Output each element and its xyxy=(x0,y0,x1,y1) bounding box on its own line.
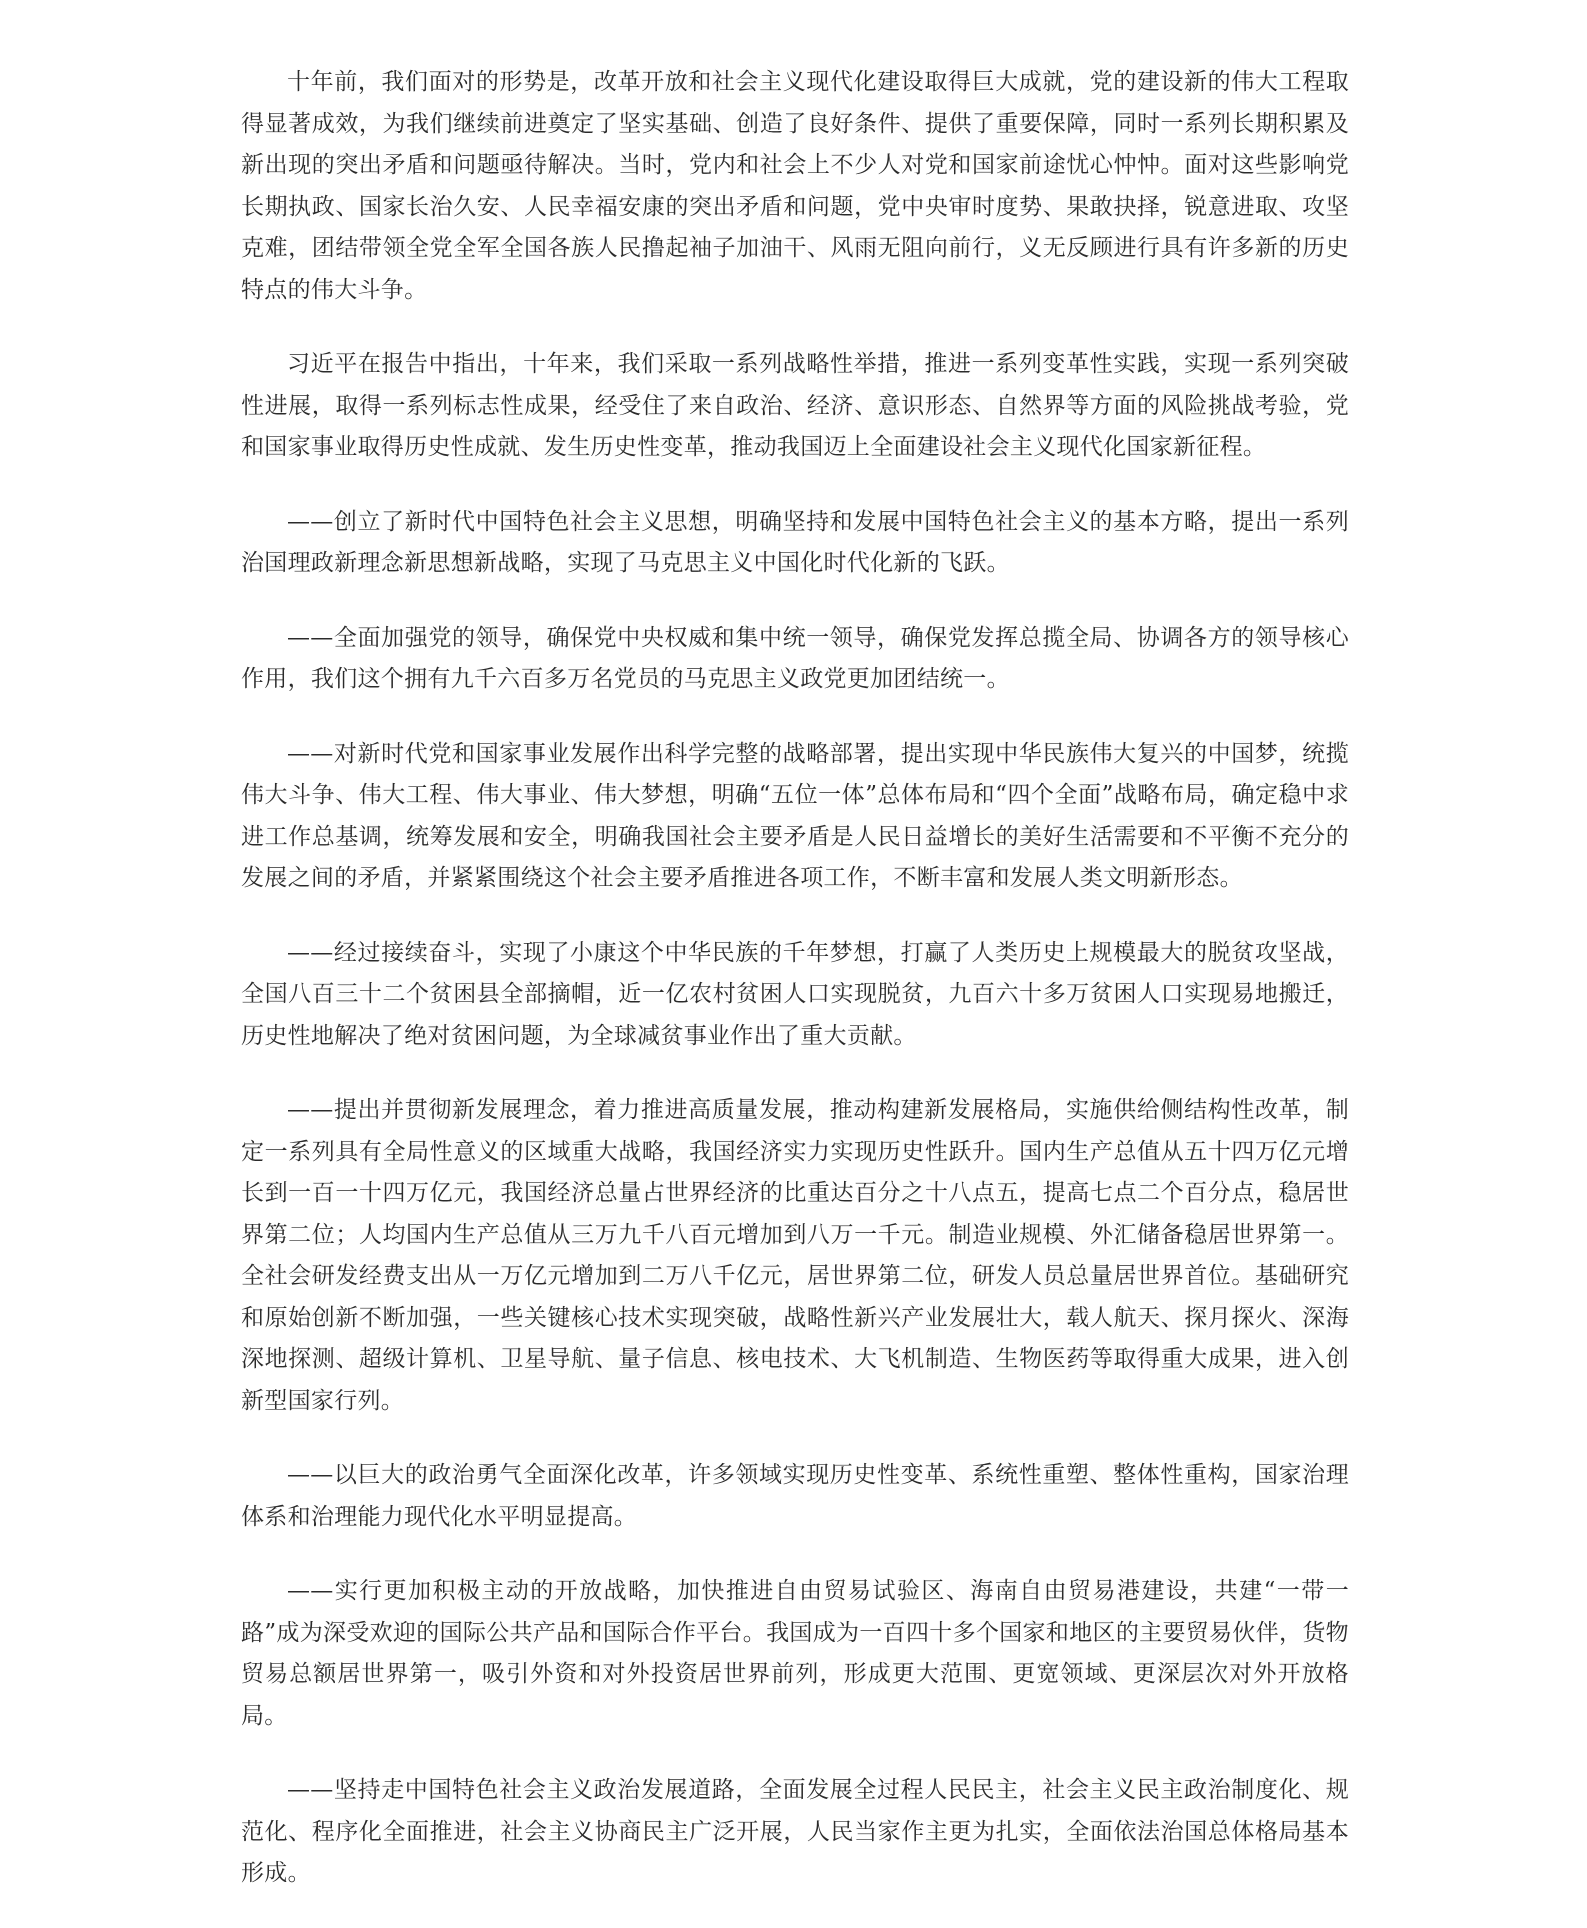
paragraph-3: ——创立了新时代中国特色社会主义思想，明确坚持和发展中国特色社会主义的基本方略，提出一系列治国理政新理念新思想新战略，实现了马克思主义中国化时代化新的飞跃。 xyxy=(241,508,1349,576)
paragraph-6: ——经过接续奋斗，实现了小康这个中华民族的千年梦想，打赢了人类历史上规模最大的脱贫攻坚战，全国八百三十二个贫困县全部摘帽，近一亿农村贫困人口实现脱贫，九百六十多万贫困人口实现易地搬迁，历史性地解决了绝对贫困问题，为全球减贫事业作出了重大贡献。 xyxy=(241,939,1349,1049)
paragraph-5: ——对新时代党和国家事业发展作出科学完整的战略部署，提出实现中华民族伟大复兴的中国梦，统揽伟大斗争、伟大工程、伟大事业、伟大梦想，明确“五位一体”总体布局和“四个全面”战略布局，确定稳中求进工作总基调，统筹发展和安全，明确我国社会主要矛盾是人民日益增长的美好生活需要和不平衡不充分的发展之间的矛盾，并紧紧围绕这个社会主要矛盾推进各项工作，不断丰富和发展人类文明新形态。 xyxy=(241,740,1349,891)
paragraph-9: ——实行更加积极主动的开放战略，加快推进自由贸易试验区、海南自由贸易港建设，共建“一带一路”成为深受欢迎的国际公共产品和国际合作平台。我国成为一百四十多个国家和地区的主要贸易伙伴，货物贸易总额居世界第一，吸引外资和对外投资居世界前列，形成更大范围、更宽领域、更深层次对外开放格局。 xyxy=(241,1578,1349,1729)
paragraph-1: 十年前，我们面对的形势是，改革开放和社会主义现代化建设取得巨大成就，党的建设新的伟大工程取得显著成效，为我们继续前进奠定了坚实基础、创造了良好条件、提供了重要保障，同时一系列长期积累及新出现的突出矛盾和问题亟待解决。当时，党内和社会上不少人对党和国家前途忧心忡忡。面对这些影响党长期执政、国家长治久安、人民幸福安康的突出矛盾和问题，党中央审时度势、果敢抉择，锐意进取、攻坚克难，团结带领全党全军全国各族人民撸起袖子加油干、风雨无阻向前行，义无反顾进行具有许多新的历史特点的伟大斗争。 xyxy=(241,69,1349,303)
paragraph-7: ——提出并贯彻新发展理念，着力推进高质量发展，推动构建新发展格局，实施供给侧结构性改革，制定一系列具有全局性意义的区域重大战略，我国经济实力实现历史性跃升。国内生产总值从五十四万亿元增长到一百一十四万亿元，我国经济总量占世界经济的比重达百分之十八点五，提高七点二个百分点，稳居世界第二位；人均国内生产总值从三万九千八百元增加到八万一千元。制造业规模、外汇储备稳居世界第一。全社会研发经费支出从一万亿元增加到二万八千亿元，居世界第二位，研发人员总量居世界首位。基础研究和原始创新不断加强，一些关键核心技术实现突破，战略性新兴产业发展壮大，载人航天、探月探火、深海深地探测、超级计算机、卫星导航、量子信息、核电技术、大飞机制造、生物医药等取得重大成果，进入创新型国家行列。 xyxy=(241,1097,1349,1414)
paragraph-2: 习近平在报告中指出，十年来，我们采取一系列战略性举措，推进一系列变革性实践，实现一系列突破性进展，取得一系列标志性成果，经受住了来自政治、经济、意识形态、自然界等方面的风险挑战考验，党和国家事业取得历史性成就、发生历史性变革，推动我国迈上全面建设社会主义现代化国家新征程。 xyxy=(241,351,1349,460)
article-body xyxy=(241,62,1349,1928)
paragraph-10: ——坚持走中国特色社会主义政治发展道路，全面发展全过程人民民主，社会主义民主政治制度化、规范化、程序化全面推进，社会主义协商民主广泛开展，人民当家作主更为扎实，全面依法治国总体格局基本形成。 xyxy=(241,1777,1349,1886)
paragraph-8: ——以巨大的政治勇气全面深化改革，许多领域实现历史性变革、系统性重塑、整体性重构，国家治理体系和治理能力现代化水平明显提高。 xyxy=(241,1462,1349,1530)
paragraph-4: ——全面加强党的领导，确保党中央权威和集中统一领导，确保党发挥总揽全局、协调各方的领导核心作用，我们这个拥有九千六百多万名党员的马克思主义政党更加团结统一。 xyxy=(241,624,1349,692)
